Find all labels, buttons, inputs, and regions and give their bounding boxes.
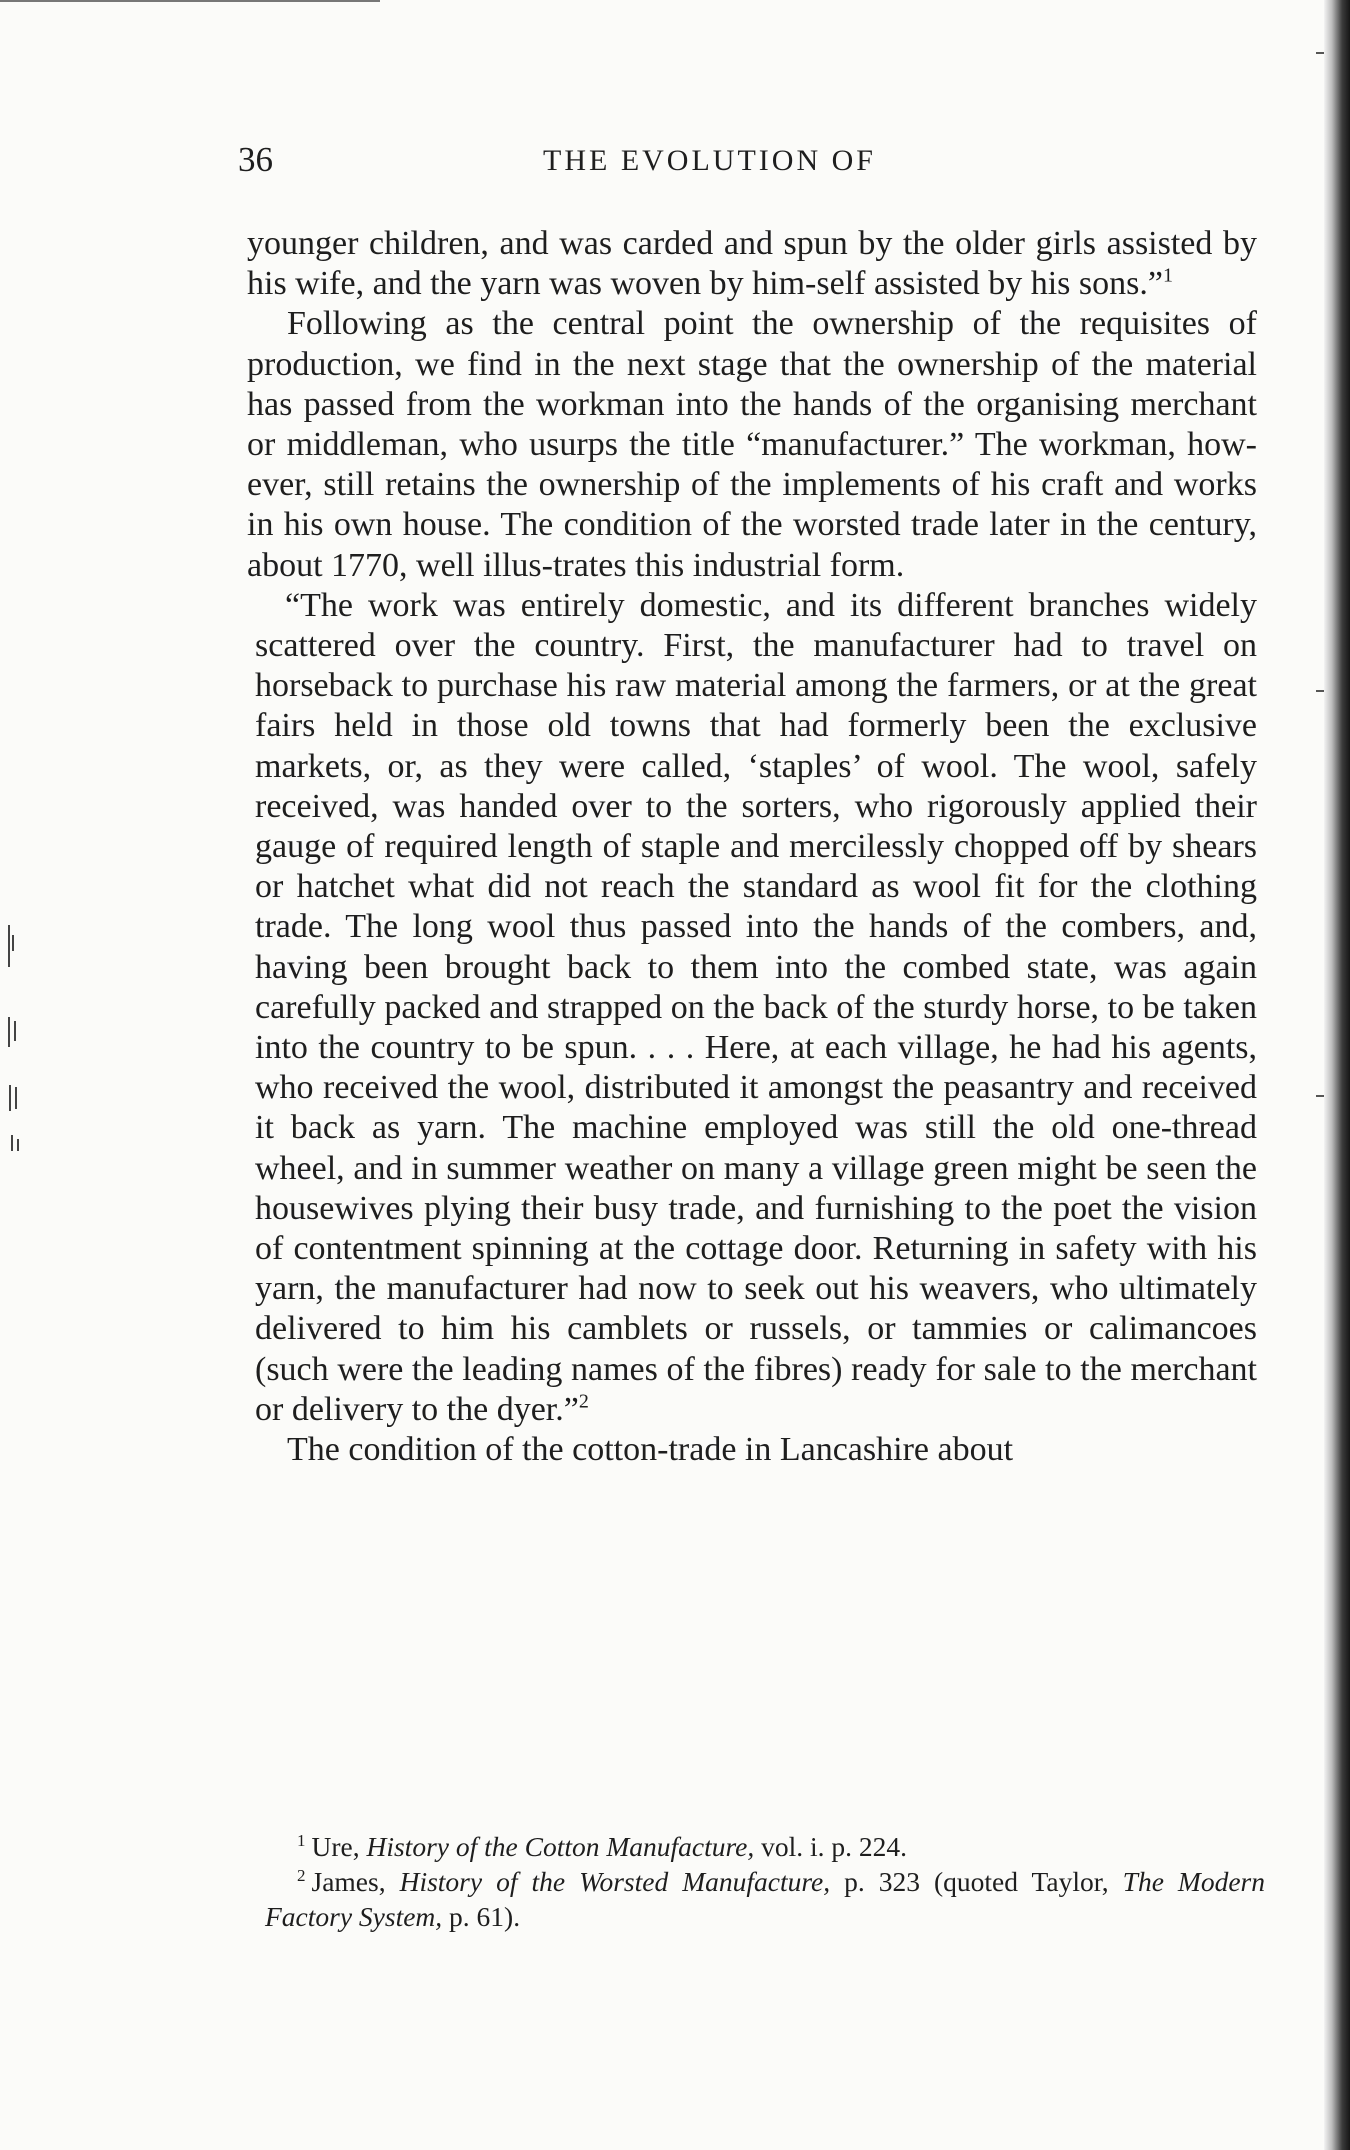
- footnote-work-title: The Modern Factory System,: [265, 1866, 1265, 1932]
- footnotes: [265, 1829, 1265, 1934]
- footnote-2: [233, 1864, 1265, 1934]
- page-number: 36: [238, 140, 273, 179]
- margin-mark: [12, 935, 14, 951]
- running-title: THE EVOLUTION OF: [543, 144, 876, 177]
- footnote-author: James,: [311, 1866, 386, 1897]
- scan-speck: [1316, 52, 1324, 54]
- footnote-author: Ure,: [311, 1831, 360, 1862]
- scan-speck: [1316, 1095, 1324, 1097]
- margin-mark: [8, 1017, 10, 1047]
- footnote-number: 2: [297, 1865, 306, 1885]
- paragraph-cotton-trade: [247, 1430, 1257, 1470]
- margin-mark: [15, 1087, 17, 1109]
- paragraph-text: younger children, and was carded and spun by the older girls assisted by his wife, and the yarn was woven by him-self assisted by his sons.”: [247, 225, 1257, 303]
- scan-speck: [1316, 690, 1324, 692]
- footnote-number: 1: [297, 1830, 306, 1850]
- paragraph-text: The condition of the cotton-trade in Lancashire about: [287, 1431, 1014, 1469]
- paragraph-text: Following as the central point the ownership of the requisites of production, we find in the next stage that the ownership of the material has passed from the workman into the hands of the organising merchant or middleman, who usurps the title “manufacturer.” The workman, how-ever, still retains the ownership of the implements of his craft and works in his own house. The condition of the worsted trade later in the century, about 1770, well illus-trates this industrial form.: [247, 305, 1257, 584]
- book-spine-shadow: [1324, 0, 1350, 2150]
- margin-mark: [9, 1085, 11, 1111]
- footnote-1: [233, 1829, 1265, 1864]
- margin-show-through-marks: [6, 925, 36, 1165]
- footnote-work-title: History of the Worsted Manufacture,: [399, 1866, 831, 1897]
- paragraph-quotation: [255, 586, 1257, 1430]
- footnote-ref-1: 1: [1162, 264, 1173, 287]
- footnote-citation: vol. i. p. 224.: [761, 1831, 908, 1862]
- margin-mark: [11, 1135, 13, 1151]
- margin-mark: [14, 1021, 16, 1041]
- running-head: [238, 140, 1258, 190]
- paragraph-text: “The work was entirely domestic, and its different branches widely scattered over the country. First, the manufacturer had to travel on horseback to purchase his raw material among the farmers, or at the great fairs held in those old towns that had formerly been the exclusive markets, or, as they were called, ‘staples’ of wool. The wool, safely received, was handed over to the sorters, who rigorously applied their gauge of required length of staple and mercilessly chopped off by shears or hatchet what did not reach the standard as wool fit for the clothing trade. The long wool thus passed into the hands of the combers, and, having been brought back to them into the combed state, was again carefully packed and strapped on the back of the sturdy horse, to be taken into the country to be spun. . . . Here, at each village, he had his agents, who received the wool, distributed it amongst the peasantry and received it back as yarn. The machine employed was still the old one-thread wheel, and in summer weather on many a village green might be seen the housewives plying their busy trade, and furnishing to the poet the vision of contentment spinning at the cottage door. Returning in safety with his yarn, the manufacturer had now to seek out his weavers, who ultimately delivered to him his camblets or russels, or tammies or calimancoes (such were the leading names of the fibres) ready for sale to the merchant or delivery to the dyer.”: [255, 586, 1257, 1428]
- footnote-work-title: History of the Cotton Manufacture,: [366, 1831, 755, 1862]
- footnote-ref-2: 2: [578, 1390, 589, 1413]
- scan-edge-rule: [0, 0, 380, 2]
- paragraph-continued: [247, 224, 1257, 304]
- margin-mark: [8, 925, 10, 967]
- paragraph-ownership: [247, 304, 1257, 585]
- footnote-citation: p. 323 (quoted Taylor,: [844, 1866, 1109, 1897]
- footnote-citation: p. 61).: [449, 1901, 521, 1932]
- margin-mark: [17, 1139, 19, 1151]
- body-text: [247, 224, 1257, 1470]
